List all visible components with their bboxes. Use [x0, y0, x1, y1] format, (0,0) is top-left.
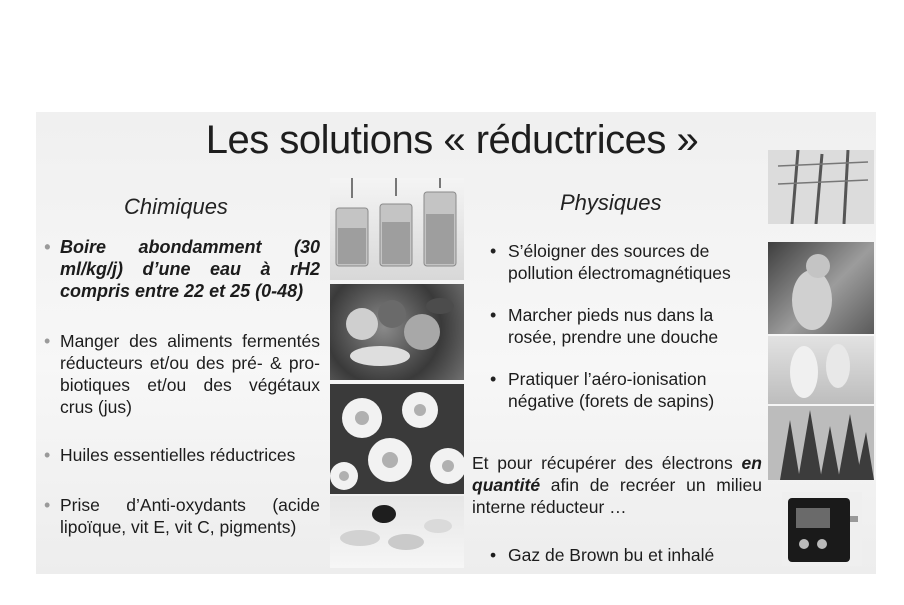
chemical-solutions-list	[44, 236, 320, 538]
list-item: • Pratiquer l’aéro-ionisation négative (forets de sapins)	[490, 368, 760, 412]
recover-text-start: Et pour récupérer des électrons	[472, 453, 733, 473]
recover-electrons-paragraph	[472, 452, 762, 518]
recover-text-end: afin de recréer un milieu interne réducteur …	[472, 475, 762, 517]
list-item: • Manger des aliments fermentés réducteurs et/ou des pré- & pro-biotiques et/ou des végétaux crus (jus)	[44, 330, 320, 418]
bare-feet-dew-photo	[768, 336, 874, 404]
list-item: • Prise d’Anti-oxydants (acide lipoïque, vit E, vit C, pigments)	[44, 494, 320, 538]
right-column-heading: Physiques	[560, 190, 662, 215]
left-column-heading: Chimiques	[124, 194, 228, 219]
power-pylon-photo	[768, 150, 874, 224]
list-item: • Huiles essentielles réductrices	[44, 444, 320, 466]
slide-title: Les solutions « réductrices »	[205, 118, 699, 162]
list-item: • S’éloigner des sources de pollution électromagnétiques	[490, 240, 760, 284]
recover-emphasis: en quantité	[472, 453, 762, 495]
antioxidant-capsules-photo	[330, 496, 464, 568]
chamomile-flowers-photo	[330, 384, 464, 494]
brown-gas-device-photo	[782, 492, 862, 566]
vegetables-photo	[330, 284, 464, 380]
fir-forest-photo	[768, 406, 874, 480]
list-item: • Gaz de Brown bu et inhalé	[490, 545, 714, 566]
water-glasses-photo	[330, 178, 464, 280]
person-shower-photo	[768, 242, 874, 334]
list-item: • Marcher pieds nus dans la rosée, prendre une douche	[490, 304, 760, 348]
list-item: • Boire abondamment (30 ml/kg/j) d’une eau à rH2 compris entre 22 et 25 (0-48)	[44, 236, 320, 302]
physical-solutions-list	[490, 240, 760, 412]
